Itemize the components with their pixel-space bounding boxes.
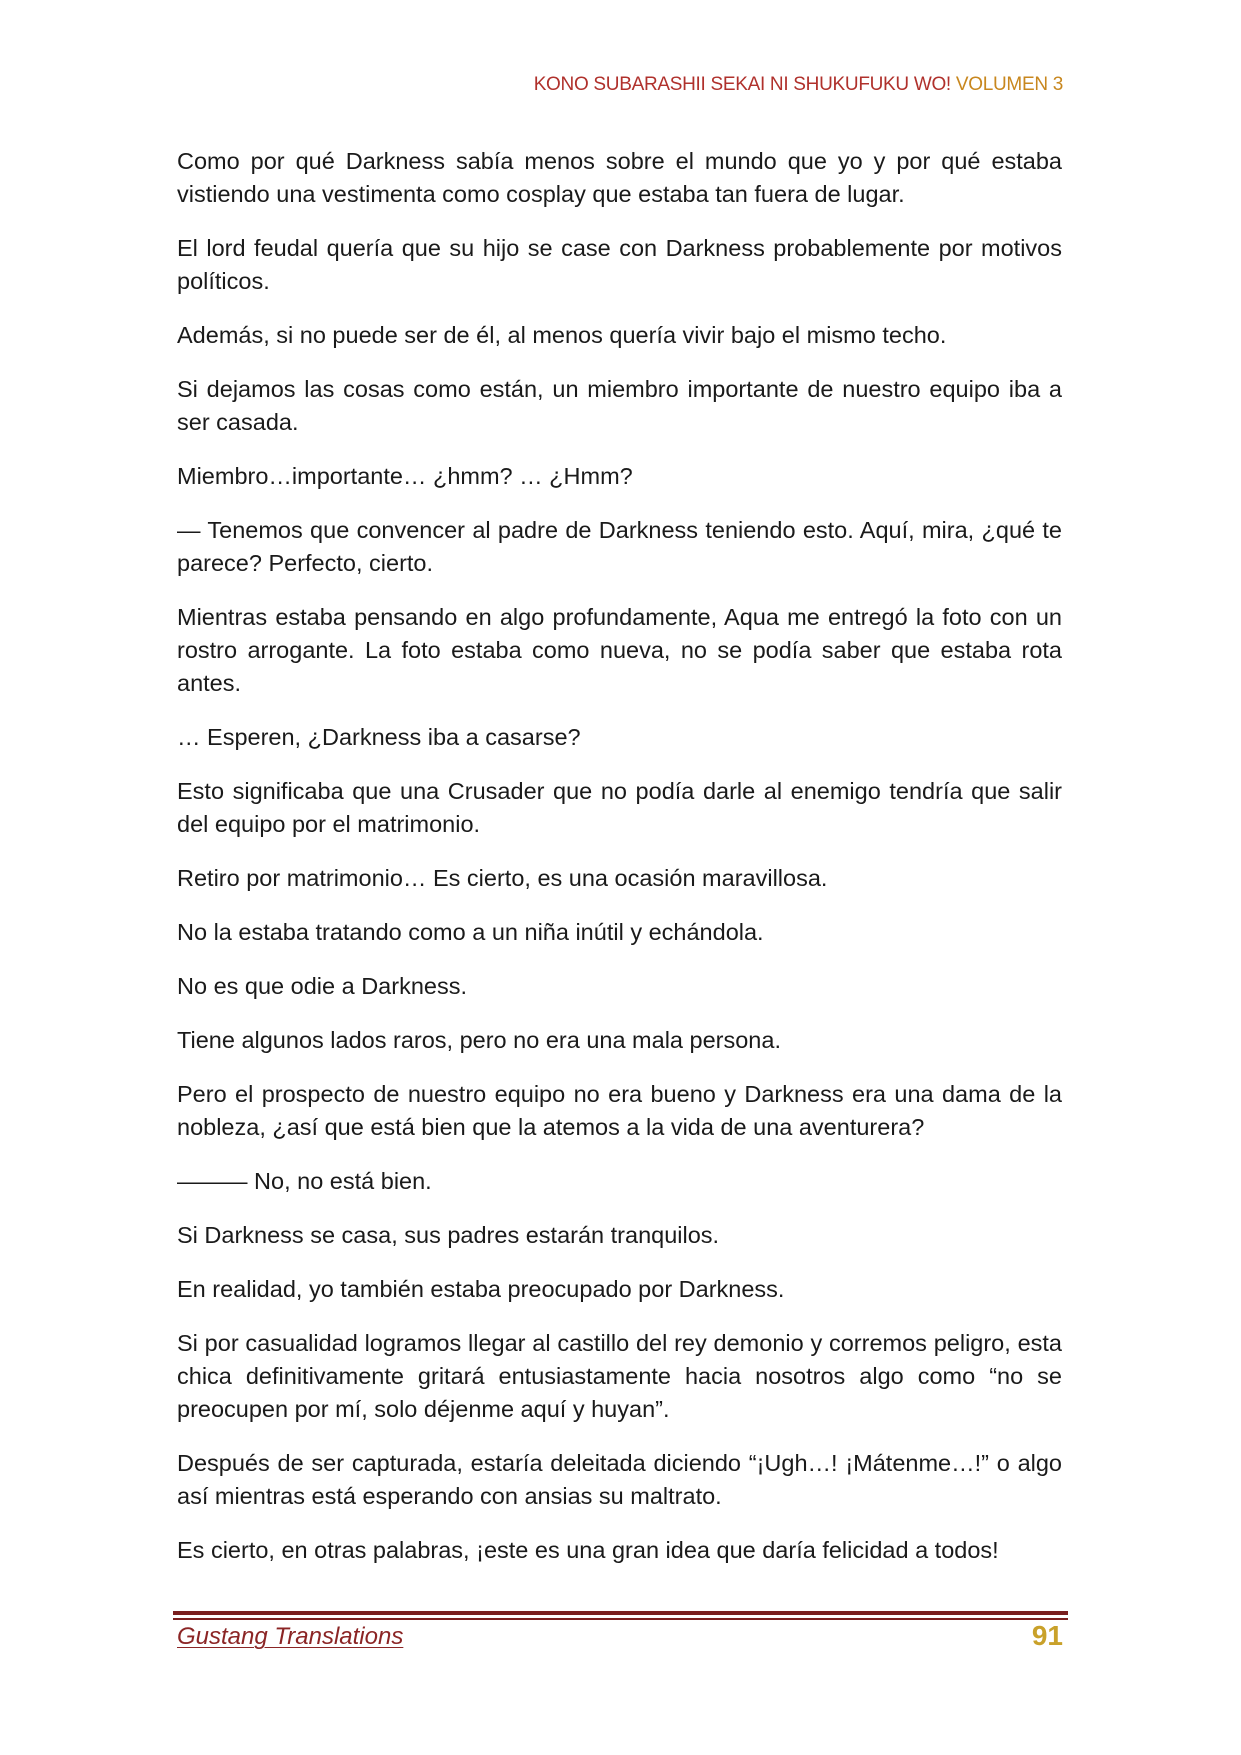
page-number: 91 xyxy=(1031,1620,1063,1651)
paragraph: Pero el prospecto de nuestro equipo no era bueno y Darkness era una dama de la nobleza, ¿así que está bien que la atemos a la vida de una aventurera? xyxy=(177,1081,1062,1140)
footer-divider-thick xyxy=(173,1611,1068,1615)
paragraph: Tiene algunos lados raros, pero no era una mala persona. xyxy=(177,1027,781,1053)
paragraph: Esto significaba que una Crusader que no podía darle al enemigo tendría que salir del equipo por el matrimonio. xyxy=(177,778,1062,837)
header-title-series: KONO SUBARASHII SEKAI NI SHUKUFUKU WO! xyxy=(533,74,956,95)
paragraph: … Esperen, ¿Darkness iba a casarse? xyxy=(177,724,581,750)
paragraph: No es que odie a Darkness. xyxy=(177,973,467,999)
paragraph: Mientras estaba pensando en algo profundamente, Aqua me entregó la foto con un rostro arrogante. La foto estaba como nueva, no se podía saber que estaba rota antes. xyxy=(177,604,1062,696)
paragraph: Si Darkness se casa, sus padres estarán tranquilos. xyxy=(177,1222,720,1248)
running-header xyxy=(534,74,1063,96)
paragraph: Si por casualidad logramos llegar al castillo del rey demonio y corremos peligro, esta chica definitivamente gritará entusiastamente hacia nosotros algo como “no se preocupen por mí, solo déjenme aquí y huyan”. xyxy=(177,1330,1062,1422)
body-text xyxy=(177,145,1062,1588)
paragraph: ——— No, no está bien. xyxy=(177,1168,432,1194)
paragraph: Si dejamos las cosas como están, un miembro importante de nuestro equipo iba a ser casada. xyxy=(177,376,1062,435)
paragraph: Como por qué Darkness sabía menos sobre el mundo que yo y por qué estaba vistiendo una vestimenta como cosplay que estaba tan fuera de lugar. xyxy=(177,148,1062,207)
paragraph: Después de ser capturada, estaría deleitada diciendo “¡Ugh…! ¡Mátenme…!” o algo así mientras está esperando con ansias su maltrato. xyxy=(177,1450,1062,1509)
paragraph: Es cierto, en otras palabras, ¡este es una gran idea que daría felicidad a todos! xyxy=(177,1537,999,1563)
footer-divider xyxy=(173,1611,1068,1620)
footer-divider-thin xyxy=(173,1618,1068,1620)
footer-credit: Gustang Translations xyxy=(177,1623,404,1650)
paragraph: — Tenemos que convencer al padre de Darkness teniendo esto. Aquí, mira, ¿qué te parece? Perfecto, cierto. xyxy=(177,517,1062,576)
paragraph: No la estaba tratando como a un niña inútil y echándola. xyxy=(177,919,764,945)
paragraph: El lord feudal quería que su hijo se case con Darkness probablemente por motivos políticos. xyxy=(177,235,1062,294)
paragraph: Retiro por matrimonio… Es cierto, es una ocasión maravillosa. xyxy=(177,865,828,891)
paragraph: Además, si no puede ser de él, al menos quería vivir bajo el mismo techo. xyxy=(177,322,947,348)
header-title-volume: VOLUMEN 3 xyxy=(955,74,1063,95)
paragraph: En realidad, yo también estaba preocupado por Darkness. xyxy=(177,1276,785,1302)
paragraph: Miembro…importante… ¿hmm? … ¿Hmm? xyxy=(177,463,633,489)
